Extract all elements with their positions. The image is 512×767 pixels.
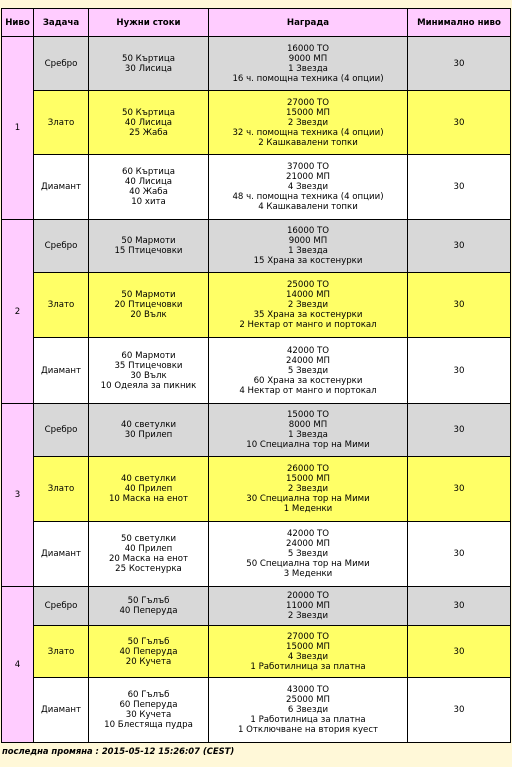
task-tier-cell: Сребро [34,587,89,626]
reward-line: 1 Работилница за платна [250,715,366,725]
task-tier-cell: Диамант [34,155,89,220]
goods-line: 10 хита [131,197,166,207]
reward-line: 15 Храна за костенурки [253,256,363,266]
reward-line: 8000 МП [288,420,328,430]
reward-line: 32 ч. помощна техника (4 опции) [232,127,384,138]
goods-line: 40 Прилеп [124,544,173,554]
reward-line: 15000 МП [286,107,330,118]
reward-line: 5 Звезди [287,365,329,376]
reward-line: 4 Звезди [287,651,329,662]
min-level-cell: 30 [408,91,511,155]
reward-cell [209,404,408,457]
reward-line: 10 Специална тор на Мими [246,440,370,450]
goods-line: 20 Вълк [130,310,167,320]
reward-line: 25000 ТО [286,280,330,290]
min-level-cell: 30 [408,522,511,587]
task-row-level-1-gold [2,91,511,155]
goods-cell [89,587,209,626]
goods-line: 15 Птицечовки [114,246,183,256]
min-level-cell: 30 [408,678,511,743]
reward-line: 15000 МП [286,641,330,652]
goods-line: 20 Маска на енот [108,554,189,564]
task-tier-cell: Диамант [34,678,89,743]
reward-line: 1 Звезда [288,430,328,440]
goods-line: 60 Гълъб [127,690,170,700]
reward-cell [209,91,408,155]
tasks-table [1,8,511,743]
min-level-cell: 30 [408,587,511,626]
goods-cell [89,626,209,678]
task-row-level-2-gold [2,273,511,338]
reward-line: 9000 МП [288,236,328,246]
reward-line: 1 Отключване на втория куест [237,725,379,735]
reward-line: 50 Специална тор на Мими [246,559,370,569]
reward-cell [209,522,408,587]
min-level-cell: 30 [408,273,511,338]
reward-line: 42000 ТО [286,529,330,539]
reward-line: 2 Звезди [287,300,329,310]
goods-line: 30 Прилеп [124,430,173,440]
min-level-cell: 30 [408,37,511,91]
goods-line: 30 Кучета [125,710,172,720]
reward-line: 2 Кашкавалени топки [258,137,358,148]
task-row-level-2-diamond [2,338,511,404]
reward-line: 1 Звезда [288,246,328,256]
min-level-cell: 30 [408,404,511,457]
goods-cell [89,155,209,220]
reward-line: 60 Храна за костенурки [253,375,363,386]
task-row-level-4-silver [2,587,511,626]
goods-line: 10 Одеяла за пикник [100,380,197,391]
task-row-level-3-silver [2,404,511,457]
reward-line: 16000 ТО [286,43,330,54]
goods-line: 40 светулки [120,420,177,430]
header-reward: Награда [209,9,408,37]
reward-line: 37000 ТО [286,162,330,172]
goods-line: 40 Прилеп [124,484,173,494]
goods-line: 40 светулки [120,474,177,484]
reward-line: 20000 ТО [286,591,330,601]
goods-line: 50 Гълъб [127,596,170,606]
goods-line: 50 Къртица [121,107,175,118]
reward-line: 4 Нектар от манго и портокал [239,385,377,396]
reward-cell [209,155,408,220]
goods-cell [89,522,209,587]
goods-cell [89,91,209,155]
reward-line: 2 Звезди [287,484,329,494]
goods-cell [89,338,209,404]
reward-line: 48 ч. помощна техника (4 опции) [232,192,384,202]
goods-line: 25 Жаба [129,127,168,138]
goods-line: 40 Лисица [124,177,173,187]
reward-line: 11000 МП [286,601,330,611]
goods-cell [89,678,209,743]
task-row-level-2-silver [2,220,511,273]
reward-line: 24000 МП [286,539,330,549]
reward-line: 43000 ТО [286,685,330,695]
reward-line: 27000 ТО [286,97,330,108]
reward-line: 27000 ТО [286,631,330,642]
goods-cell [89,273,209,338]
goods-line: 50 Гълъб [127,636,170,647]
task-row-level-3-gold [2,457,511,522]
task-row-level-4-diamond [2,678,511,743]
goods-cell [89,37,209,91]
task-tier-cell: Диамант [34,522,89,587]
goods-line: 50 светулки [120,534,177,544]
goods-line: 40 Лисица [124,117,173,128]
reward-line: 2 Нектар от манго и портокал [239,320,377,330]
reward-line: 35 Храна за костенурки [253,310,363,320]
goods-cell [89,457,209,522]
reward-cell [209,457,408,522]
tasks-body [2,37,511,743]
goods-line: 40 Жаба [129,187,168,197]
last-modified: последна промяна : 2015-05-12 15:26:07 (CEST) [2,746,235,756]
goods-line: 10 Блестяща пудра [104,720,193,730]
level-cell: 2 [2,220,34,404]
min-level-cell: 30 [408,338,511,404]
min-level-cell: 30 [408,155,511,220]
reward-line: 3 Меденки [283,569,333,579]
goods-line: 50 Къртица [121,53,175,64]
reward-line: 16 ч. помощна техника (4 опции) [232,73,384,84]
task-tier-cell: Злато [34,626,89,678]
goods-line: 20 Птицечовки [114,300,183,310]
task-tier-cell: Диамант [34,338,89,404]
reward-line: 15000 МП [286,474,330,484]
level-cell: 3 [2,404,34,587]
min-level-cell: 30 [408,626,511,678]
reward-line: 4 Кашкавалени топки [258,202,358,212]
task-tier-cell: Злато [34,457,89,522]
reward-line: 1 Работилница за платна [250,661,366,672]
min-level-cell: 30 [408,220,511,273]
reward-line: 25000 МП [286,695,330,705]
task-tier-cell: Злато [34,273,89,338]
header-level: Ниво [2,9,34,37]
task-tier-cell: Сребро [34,404,89,457]
level-cell: 4 [2,587,34,743]
reward-cell [209,678,408,743]
goods-line: 10 Маска на енот [108,494,189,504]
goods-line: 30 Лисица [124,63,173,74]
reward-line: 42000 ТО [286,345,330,356]
task-row-level-3-diamond [2,522,511,587]
reward-line: 6 Звезди [287,705,329,715]
header-goods: Нужни стоки [89,9,209,37]
task-tier-cell: Сребро [34,220,89,273]
reward-line: 15000 ТО [286,410,330,420]
goods-line: 60 Пеперуда [119,700,178,710]
header-row [2,9,511,37]
reward-line: 21000 МП [286,172,330,182]
task-tier-cell: Злато [34,91,89,155]
min-level-cell: 30 [408,457,511,522]
reward-line: 1 Звезда [288,63,328,74]
task-row-level-1-silver [2,37,511,91]
task-tier-cell: Сребро [34,37,89,91]
reward-cell [209,37,408,91]
reward-line: 30 Специална тор на Мими [246,494,370,504]
task-row-level-1-diamond [2,155,511,220]
goods-line: 30 Вълк [130,370,167,381]
reward-line: 4 Звезди [287,182,329,192]
goods-cell [89,404,209,457]
goods-line: 50 Мармоти [121,290,176,300]
header-task: Задача [34,9,89,37]
goods-line: 60 Къртица [121,167,175,177]
reward-line: 24000 МП [286,355,330,366]
reward-cell [209,273,408,338]
goods-line: 25 Костенурка [115,564,182,574]
reward-cell [209,338,408,404]
goods-line: 40 Пеперуда [119,606,178,616]
task-row-level-4-gold [2,626,511,678]
reward-line: 1 Меденки [283,504,333,514]
reward-line: 9000 МП [288,53,328,64]
reward-line: 2 Звезди [287,117,329,128]
goods-line: 40 Пеперуда [119,646,178,657]
reward-cell [209,587,408,626]
goods-line: 35 Птицечовки [114,360,183,371]
reward-line: 2 Звезди [287,611,329,621]
goods-line: 50 Мармоти [121,236,176,246]
goods-line: 20 Кучета [125,656,172,667]
reward-line: 14000 МП [286,290,330,300]
reward-cell [209,220,408,273]
level-cell: 1 [2,37,34,220]
reward-cell [209,626,408,678]
reward-line: 16000 ТО [286,226,330,236]
reward-line: 5 Звезди [287,549,329,559]
header-min-level: Минимално ниво [408,9,511,37]
goods-line: 60 Мармоти [121,350,176,361]
goods-cell [89,220,209,273]
reward-line: 26000 ТО [286,464,330,474]
